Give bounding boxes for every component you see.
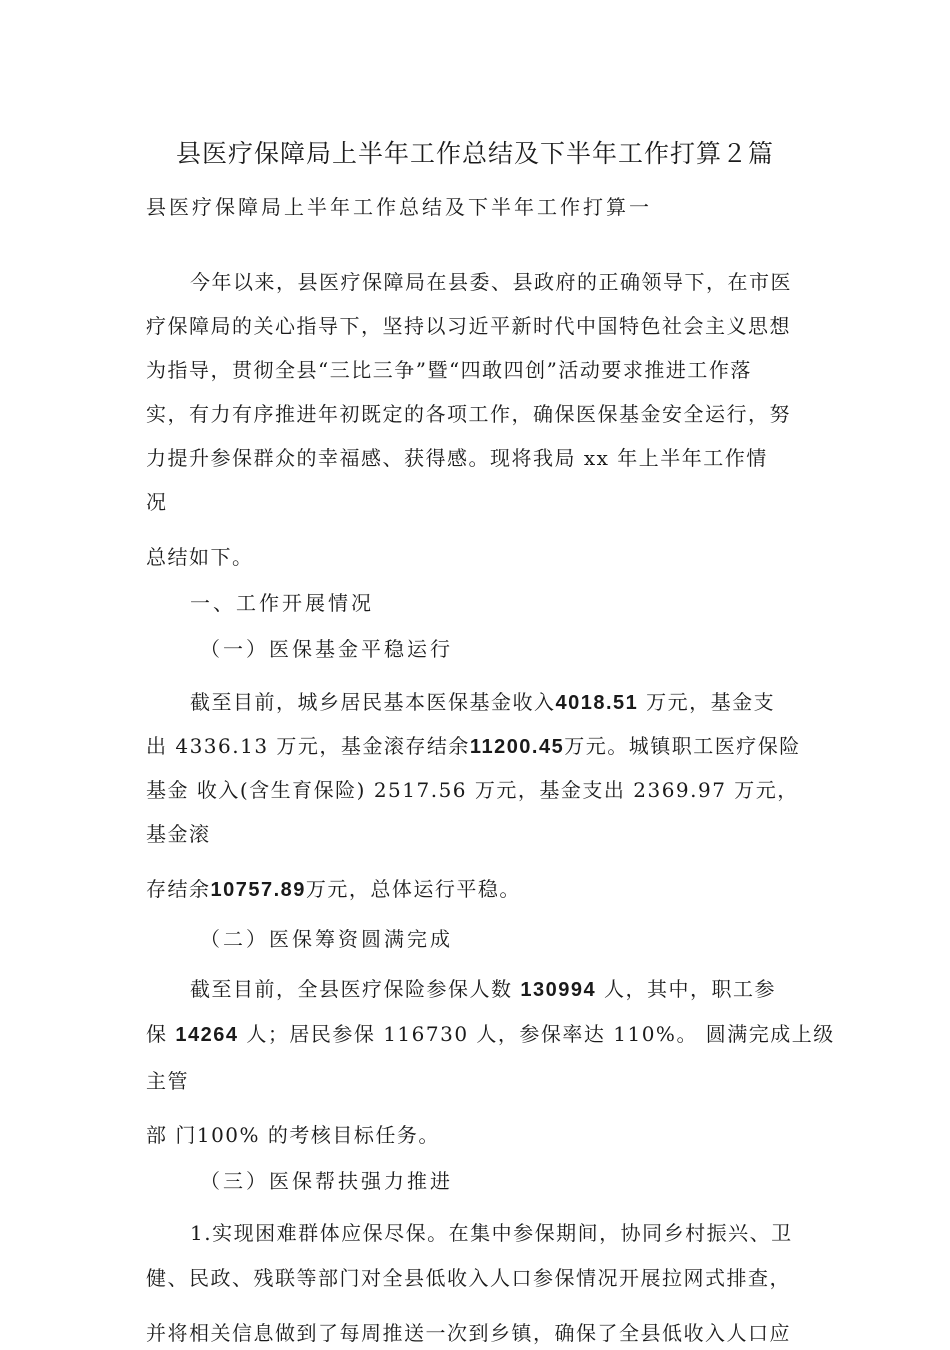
fund-value: 10757.89	[210, 879, 306, 901]
document-subtitle: 县医疗保障局上半年工作总结及下半年工作打算一	[146, 195, 652, 219]
support-line: 健、民政、残联等部门对全县低收入人口参保情况开展拉网式排查，	[146, 1266, 791, 1290]
intro-line: 况	[146, 490, 168, 514]
fund-value: 4018.51	[555, 692, 639, 714]
intro-line: 今年以来，县医疗保障局在县委、县政府的正确领导下，在市医	[190, 270, 792, 294]
intro-line: 力提升参保群众的幸福感、获得感。现将我局 xx 年上半年工作情	[146, 446, 768, 470]
insured-line: 主管	[146, 1069, 189, 1093]
fund-text: 万元，基金支	[638, 690, 776, 714]
insured-text: 截至目前，全县医疗保险参保人数	[190, 977, 521, 1001]
subsection-heading: （二）医保筹资圆满完成	[200, 927, 453, 951]
fund-line	[146, 872, 521, 907]
insured-line: 部 门100% 的考核目标任务。	[146, 1123, 440, 1147]
intro-line: 疗保障局的关心指导下，坚持以习近平新时代中国特色社会主义思想	[146, 314, 791, 338]
insured-text: 人；居民参保 116730 人，参保率达 110%。 圆满完成上级	[238, 1022, 835, 1046]
insured-line	[190, 972, 776, 1007]
fund-text: 出 4336.13 万元，基金滚存结余	[146, 734, 470, 758]
support-line: 1.实现困难群体应保尽保。在集中参保期间，协同乡村振兴、卫	[190, 1221, 793, 1245]
fund-text: 截至目前，城乡居民基本医保基金收入	[190, 690, 556, 714]
intro-line: 实，有力有序推进年初既定的各项工作，确保医保基金安全运行，努	[146, 402, 791, 426]
insured-line	[146, 1017, 835, 1052]
intro-tail: 总结如下。	[146, 545, 254, 569]
support-line: 并将相关信息做到了每周推送一次到乡镇，确保了全县低收入人口应	[146, 1321, 791, 1345]
fund-value: 11200.45	[469, 736, 565, 758]
fund-line: 基金 收入(含生育保险) 2517.56 万元，基金支出 2369.97 万元，	[146, 778, 799, 802]
insured-text: 人，其中，职工参	[596, 977, 776, 1001]
fund-line	[190, 685, 775, 720]
fund-text: 存结余	[146, 877, 211, 901]
document-title: 县医疗保障局上半年工作总结及下半年工作打算２篇	[175, 139, 774, 168]
insured-value: 130994	[520, 979, 597, 1001]
section-heading: 一、工作开展情况	[190, 591, 374, 615]
subsection-heading: （三）医保帮扶强力推进	[200, 1169, 453, 1193]
subsection-heading: （一）医保基金平稳运行	[200, 637, 453, 661]
insured-text: 保	[146, 1022, 176, 1046]
insured-value: 14264	[175, 1024, 239, 1046]
fund-text: 万元，总体运行平稳。	[305, 877, 521, 901]
fund-text: 万元。城镇职工医疗保险	[564, 734, 801, 758]
fund-line: 基金滚	[146, 822, 211, 846]
fund-line	[146, 729, 801, 764]
intro-line: 为指导，贯彻全县“三比三争”暨“四敢四创”活动要求推进工作落	[146, 358, 752, 382]
